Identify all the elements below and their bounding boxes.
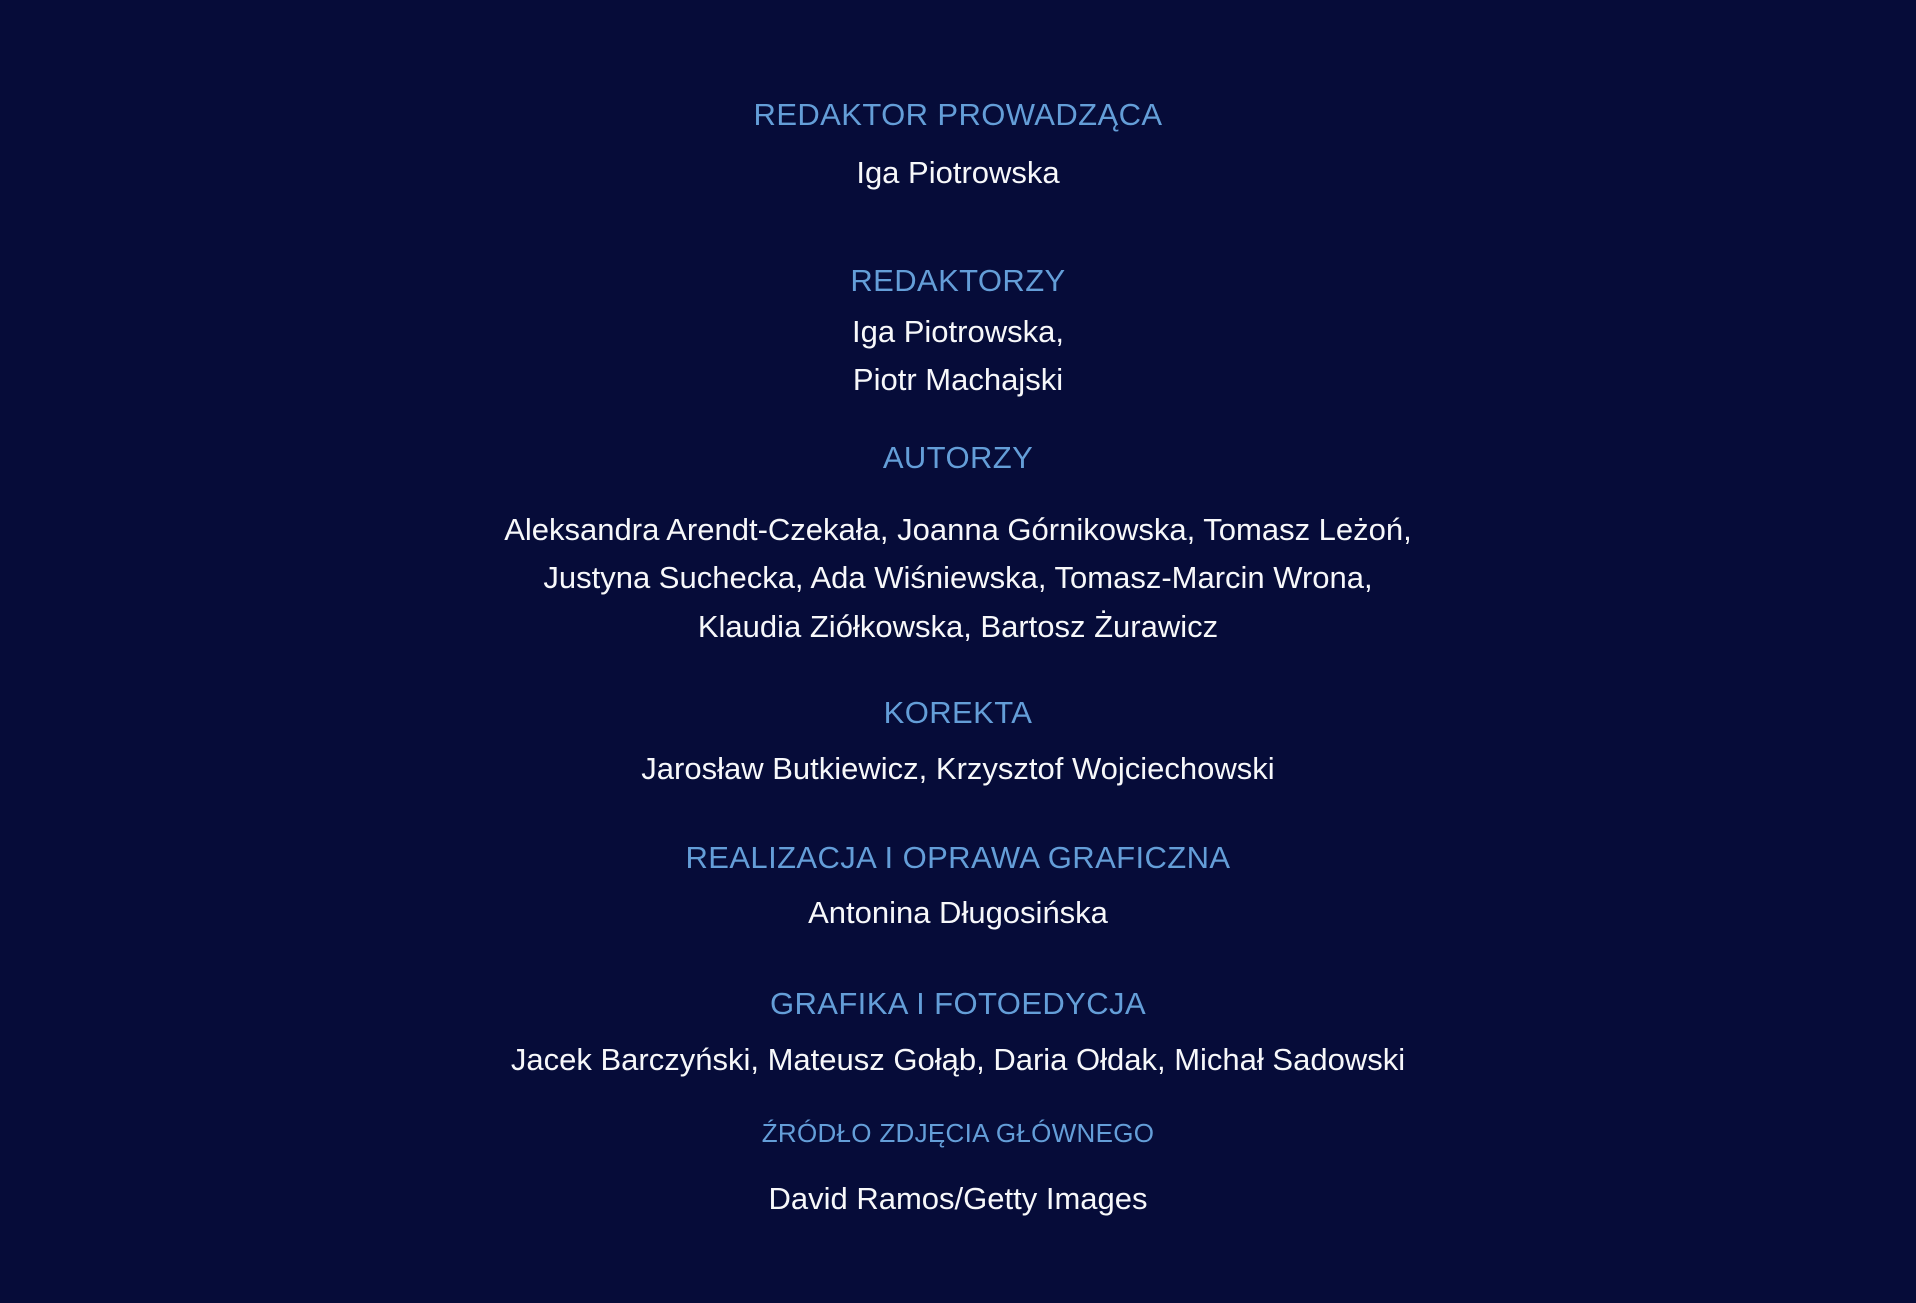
section-names-grafika: Jacek Barczyński, Mateusz Gołąb, Daria Ołdak, Michał Sadowski [510,1042,1406,1077]
section-title-redaktorzy: REDAKTORZY [850,263,1066,298]
section-names-autorzy-line-1: Aleksandra Arendt-Czekała, Joanna Górnikowska, Tomasz Leżoń, [504,512,1412,547]
section-title-realizacja-i-oprawa-graficzna: REALIZACJA I OPRAWA GRAFICZNA [685,840,1231,875]
section-names-redaktorzy-line-2: Piotr Machajski [852,362,1064,397]
section-names-zrodlo-zdjecia: David Ramos/Getty Images [768,1181,1148,1216]
section-names-redaktor-prowadzaca: Iga Piotrowska [856,155,1060,190]
section-title-grafika-i-fotoedycja: GRAFIKA I FOTOEDYCJA [769,986,1147,1021]
section-names-korekta: Jarosław Butkiewicz, Krzysztof Wojciechowski [641,751,1275,786]
section-title-redaktor-prowadzaca: REDAKTOR PROWADZĄCA [753,97,1163,132]
section-title-autorzy: AUTORZY [882,440,1034,475]
section-title-korekta: KOREKTA [883,695,1033,730]
section-names-realizacja: Antonina Długosińska [808,895,1108,930]
section-title-zrodlo-zdjecia-glownego: ŹRÓDŁO ZDJĘCIA GŁÓWNEGO [761,1118,1155,1148]
section-names-autorzy-line-2: Justyna Suchecka, Ada Wiśniewska, Tomasz-Marcin Wrona, [543,560,1373,595]
section-names-autorzy-line-3: Klaudia Ziółkowska, Bartosz Żurawicz [697,609,1219,644]
section-names-redaktorzy-line-1: Iga Piotrowska, [852,314,1064,349]
